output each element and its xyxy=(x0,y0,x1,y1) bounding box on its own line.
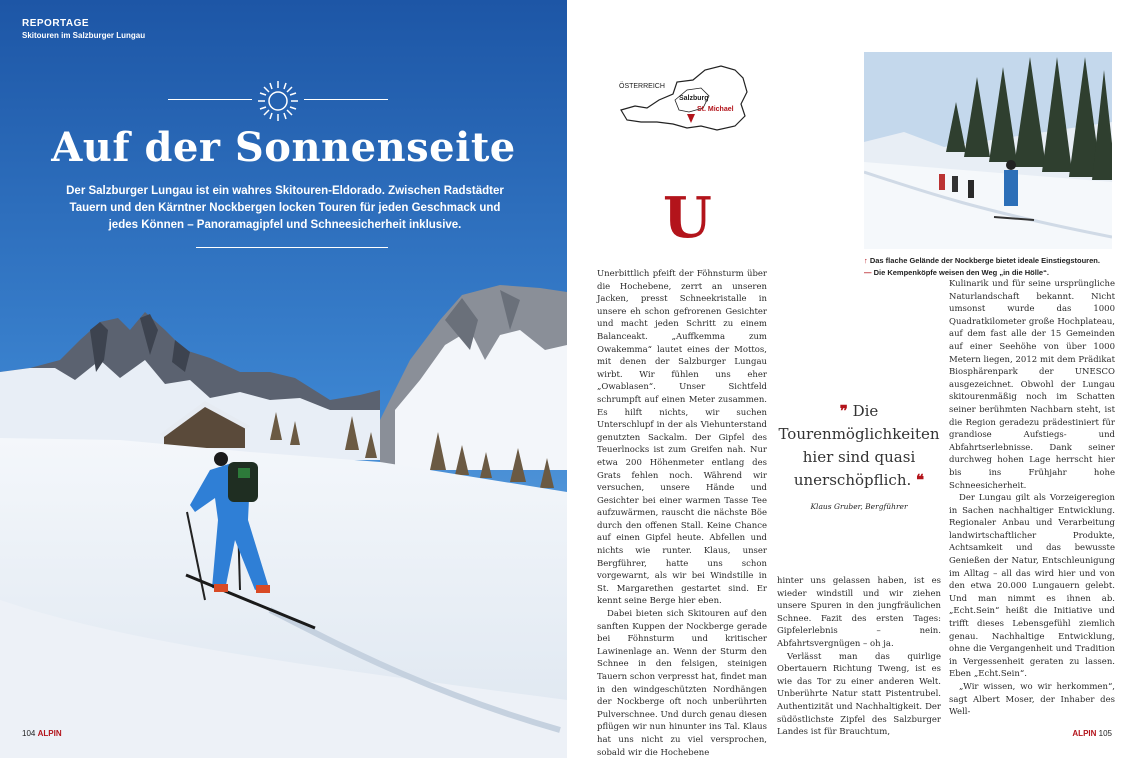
map-country-label: ÖSTERREICH xyxy=(619,83,665,90)
section-subtitle: Skitouren im Salzburger Lungau xyxy=(22,31,146,40)
divider-left xyxy=(168,99,252,100)
divider-right xyxy=(304,99,388,100)
page-number-left: 104 xyxy=(22,729,36,738)
headline: Auf der Sonnenseite xyxy=(51,124,516,171)
caption-line-1: Das flache Gelände der Nockberge bietet ideale Einstiegstouren. xyxy=(869,256,1100,265)
col3-paragraph-3: „Wir wissen, wo wir herkommen“, sagt Albert Moser, der Inhaber des Well- xyxy=(949,682,1115,718)
quote-text: Die Tourenmöglichkeiten hier sind quasi unerschöpflich. xyxy=(778,402,940,489)
deck-divider xyxy=(196,247,388,248)
col1-paragraph-1: Unerbittlich pfeift der Föhnsturm über die Hochebene, zerrt an unseren Jacken, presst Schneekristalle in unsere eh schon gefrorenen Gesichter und macht jeden Schritt zu einem Balanceakt. „Auffkemma zum Owakemma“ lautet eines der Mottos, mit denen der Salzburger Lungau wirbt. Wir fühlen uns eher „Owablasen“. Unser Sichtfeld schrumpft auf einen Meter zusammen. Es hilft nichts, wir suchen Unterschlupf in der als Viehunterstand genutzten Sackalm. Der Gipfel des Teuerlnocks ist zum Greifen nah. Nur etwa 200 Höhenmeter entlang des Grats fehlen noch. Während wir versuchen, unsere Hände und Gesichter bei einer warmen Tasse Tee aufzuwärmen, rauscht die nächste Böe durch den offenen Stall. Keine Chance auf einen Gipfel heute. Abfellen und nichts wie runter. Klaus, unser Bergführer, hatte uns schon vorgewarnt, als wir bei Windstille in St. Margarethen gestartet sind. Er kennt seine Berge hier eben. xyxy=(597,269,767,607)
caption-line-2: Die Kempenköpfe weisen den Weg „in die Hölle“. xyxy=(873,268,1049,277)
col2-paragraph-2: Verlässt man das quirlige Obertauern Richtung Tweng, ist es wie das Tor zu einer anderen Welt. Unberührte Natur statt Pistentrubel. Authentizität und Nachhaltigkeit. Der südöstlichste Zipfel des Salzburger Landes ist für Brauchtum, xyxy=(777,651,941,738)
map-town-label: St. Michael xyxy=(697,106,734,113)
right-page xyxy=(567,0,1134,758)
magazine-name-right: ALPIN xyxy=(1072,729,1097,738)
map-state-label: Salzburg xyxy=(679,95,709,102)
location-marker-icon xyxy=(687,114,695,123)
article-column-1 xyxy=(597,268,767,758)
quote-open-icon: ❞ xyxy=(839,402,848,420)
col3-paragraph-2: Der Lungau gilt als Vorzeigeregion in Sachen nachhaltiger Entwicklung. Regionaler Anbau und Verarbeitung landwirtschaftlicher Produkte, Achtsamkeit und das bewusste Genießen der Natur, Entschleunigung im Alltag – all das wird hier und von den etwa 20.000 Lungauern gelebt. Und man nimmt es ihnen ab. „Echt.Sein“ heißt die Initiative und trifft dieses Lebensgefühl ziemlich genau. Nachhaltige Entwicklung, ohne die Vergangenheit und Tradition in Vergessenheit geraten zu lassen. Eben „Echt.Sein“. xyxy=(949,493,1115,680)
article-column-3 xyxy=(949,278,1115,719)
skitour-group-photo xyxy=(864,52,1112,249)
quote-attribution: Klaus Gruber, Bergführer xyxy=(810,502,908,511)
col1-paragraph-2: Dabei bieten sich Skitouren auf den sanften Kuppen der Nockberge gerade bei Föhnsturm und kritischer Lawinenlage an. Wenn der Sturm den Schnee in den felsigen, steinigen Tauern schon verpresst hat, findet man in den windgeschützten Nordhängen der Nockberge oft noch unberührten Pulverschnee. Und durch genau diesen pflügen wir nun hinunter ins Tal. Klaus hat uns nicht zu viel versprochen, sobald wir die Hochebene xyxy=(597,609,767,758)
left-folio xyxy=(22,729,62,738)
quote-close-icon: ❝ xyxy=(916,471,925,489)
photo-caption xyxy=(864,255,1114,279)
caption-marker-icon-2: — xyxy=(864,268,872,277)
page-number-right: 105 xyxy=(1098,729,1112,738)
sun-icon xyxy=(256,79,300,123)
drop-cap: U xyxy=(663,185,712,251)
section-label: REPORTAGE xyxy=(22,18,90,29)
col2-paragraph-1: hinter uns gelassen haben, ist es wieder windstill und wir ziehen unsere Spuren in den jungfräulichen Schnee. Fazit des ersten Tages: Gipfelerlebnis – nein. Abfahrtsvergnügen – oh ja. xyxy=(777,576,941,649)
article-column-2 xyxy=(777,575,941,739)
caption-marker-icon: ↑ xyxy=(864,256,868,265)
pull-quote xyxy=(777,400,941,511)
deck-text: Der Salzburger Lungau ist ein wahres Skitouren-Eldorado. Zwischen Radstädter Tauern und den Kärntner Nockbergen locken Touren für jeden Geschmack und jedes Können – Panoramagipfel und Schneesicherheit inklusive. xyxy=(66,185,504,231)
section-kicker xyxy=(22,18,145,40)
austria-map xyxy=(617,60,751,134)
magazine-name-left: ALPIN xyxy=(37,729,62,738)
col3-paragraph-1: Kulinarik und für seine ursprüngliche Naturlandschaft bekannt. Nicht umsonst wurde das 1000 Quadratkilometer große Hochplateau, auf dem fast alle der 15 Gemeinden auf einer Seehöhe von über 1000 Metern liegen, 2012 mit dem Prädikat Biosphärenpark der UNESCO ausgezeichnet. Obwohl der Lungau skitourenmäßig noch im Schatten seiner berühmten Nachbarn steht, ist die Region geradezu prädestiniert für grandiose Aufstiegs- und Abfahrtserlebnisse. Dank seiner durchweg hohen Lage herrscht hier bis ins Frühjahr hohe Schneesicherheit. xyxy=(949,279,1115,491)
right-folio xyxy=(1072,729,1112,738)
